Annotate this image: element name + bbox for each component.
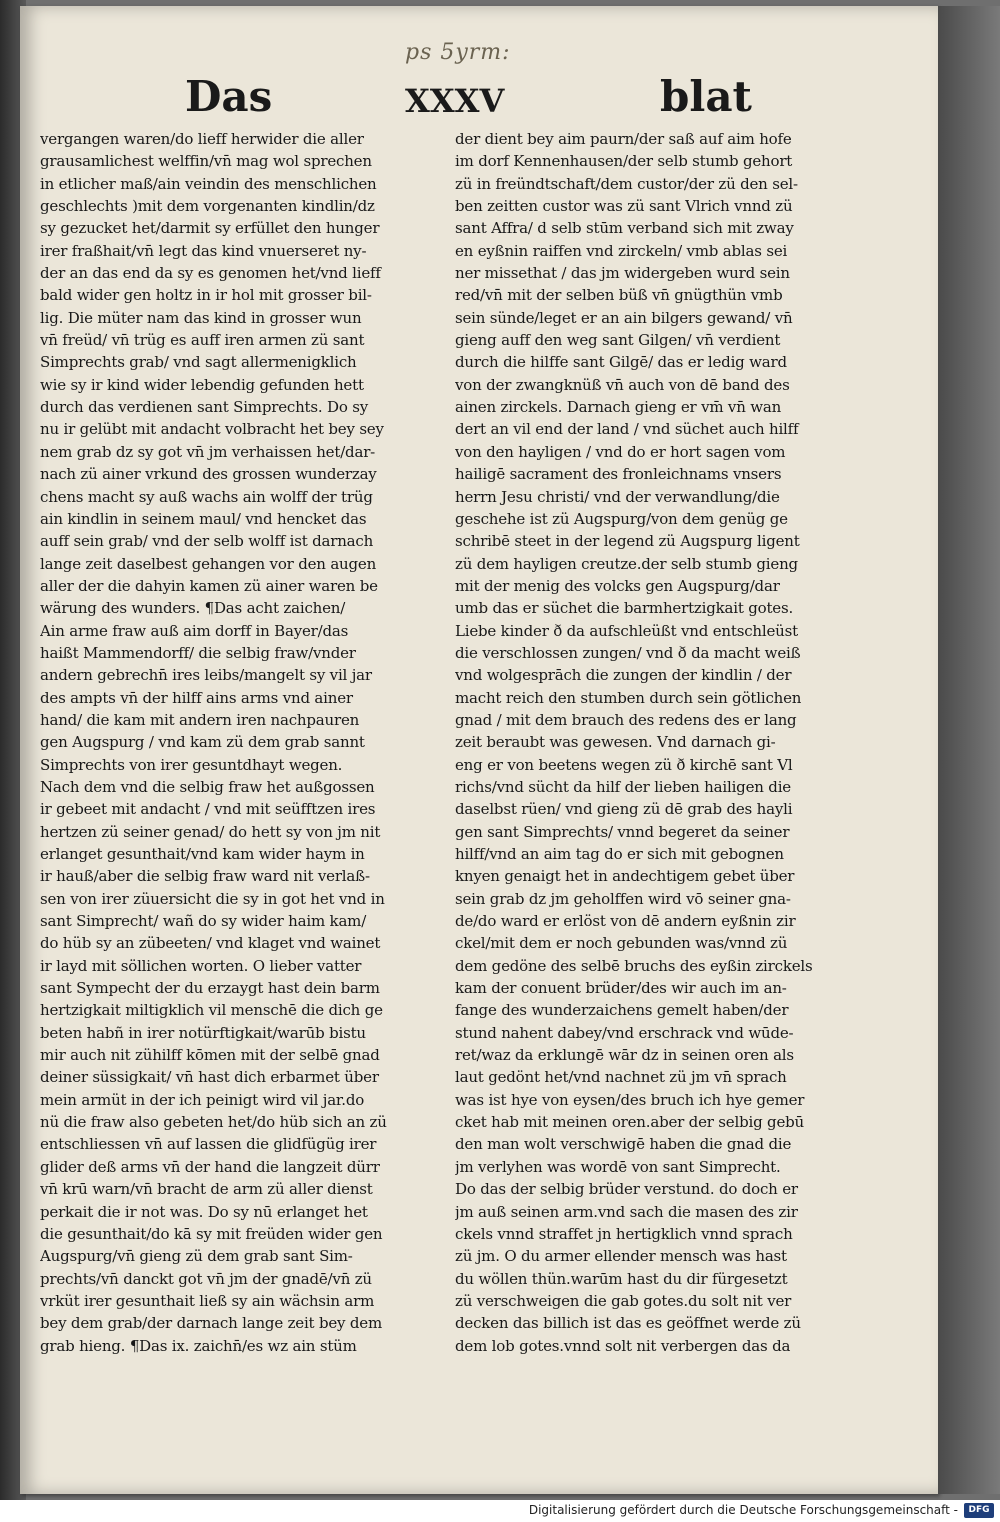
header-left: Das bbox=[185, 72, 273, 121]
text-line: Augspurg/vn̄ gieng zü dem grab sant Sim- bbox=[40, 1247, 353, 1266]
text-line: dem gedöne des selbē bruchs des eyßin zirckels bbox=[455, 956, 813, 975]
text-line: nü die fraw also gebeten het/do hüb sich an zü bbox=[40, 1113, 387, 1132]
text-line: perkait die ir not was. Do sy nū erlanget het bbox=[40, 1202, 368, 1221]
scan-right-edge bbox=[938, 6, 1000, 1494]
text-line: der dient bey aim paurn/der saß auf aim hofe bbox=[455, 130, 792, 148]
text-line: nu ir gelübt mit andacht volbracht het bey sey bbox=[40, 420, 384, 439]
text-line: jm auß seinen arm.vnd sach die masen des zir bbox=[455, 1202, 798, 1221]
text-line: macht reich den stumben durch sein götlichen bbox=[455, 688, 802, 707]
text-line: im dorf Kennenhausen/der selb stumb gehort bbox=[455, 152, 793, 171]
text-line: aller der die dahyin kamen zü ainer waren be bbox=[40, 576, 378, 595]
dfg-logo-icon: DFG bbox=[964, 1503, 994, 1518]
text-line: ckel/mit dem er noch gebunden was/vnnd zü bbox=[455, 934, 788, 953]
text-line: lange zeit daselbest gehangen vor den augen bbox=[40, 554, 377, 573]
text-line: Ain arme fraw auß aim dorff in Bayer/das bbox=[40, 621, 349, 640]
text-line: sein grab dz jm geholffen wird vō seiner gna- bbox=[455, 889, 791, 908]
text-line: stund nahent dabey/vnd erschrack vnd wūde- bbox=[455, 1023, 794, 1042]
text-line: gieng auff den weg sant Gilgen/ vn̄ verdient bbox=[455, 331, 781, 350]
text-line: jm verlyhen was wordē von sant Simprecht. bbox=[455, 1157, 781, 1176]
text-line: haißt Mammendorff/ die selbig fraw/vnder bbox=[40, 643, 356, 662]
text-line: von der zwangknüß vn̄ auch von dē band des bbox=[455, 375, 790, 394]
text-line: hertzigkait miltigklich vil menschē die dich ge bbox=[40, 1001, 383, 1020]
text-line: hertzen zü seiner genad/ do hett sy von jm nit bbox=[40, 822, 381, 841]
text-line: Do das der selbig brüder verstund. do doch er bbox=[455, 1180, 798, 1199]
text-line: durch die hilffe sant Gilgē/ das er ledig ward bbox=[455, 353, 787, 372]
text-line: zü jm. O du armer ellender mensch was hast bbox=[455, 1247, 787, 1266]
text-line: gnad / mit dem brauch des redens des er lang bbox=[455, 710, 797, 729]
text-line: hilff/vnd an aim tag do er sich mit gebognen bbox=[455, 845, 784, 863]
text-line: gen Augspurg / vnd kam zü dem grab sannt bbox=[40, 733, 365, 752]
text-line: ainen zirckels. Darnach gieng er vm̄ vn̄ wan bbox=[455, 398, 782, 417]
text-line: dert an vil end der land / vnd süchet auch hilff bbox=[455, 420, 799, 439]
text-line: ir layd mit söllichen worten. O lieber vatter bbox=[40, 956, 362, 975]
text-line: Nach dem vnd die selbig fraw het außgossen bbox=[40, 777, 375, 796]
text-line: ir gebeet mit andacht / vnd mit seüfftzen ires bbox=[40, 800, 376, 819]
text-line: was ist hye von eysen/des bruch ich hye gemer bbox=[455, 1090, 805, 1109]
text-line: sy gezucket het/darmit sy erfüllet den hunger bbox=[40, 219, 380, 238]
text-line: geschlechts )mit dem vorgenanten kindlin/dz bbox=[40, 197, 375, 216]
text-line: lig. Die müter nam das kind in grosser wun bbox=[40, 308, 362, 327]
text-line: irer fraßhait/vn̄ legt das kind vnuerseret ny- bbox=[40, 241, 367, 260]
text-column-left bbox=[40, 128, 445, 1357]
text-line: deiner süssigkait/ vn̄ hast dich erbarmet über bbox=[40, 1068, 379, 1087]
text-line: bey dem grab/der darnach lange zeit bey dem bbox=[40, 1314, 382, 1333]
text-line: grausamlichest welffin/vn̄ mag wol sprechen bbox=[40, 152, 372, 171]
text-line: zü dem hayligen creutze.der selb stumb gieng bbox=[455, 554, 798, 573]
text-line: durch das verdienen sant Simprechts. Do sy bbox=[40, 398, 369, 417]
text-line: sein sünde/leget er an ain bilgers gewand/ vn̄ bbox=[455, 308, 793, 327]
text-line: gen sant Simprechts/ vnnd begeret da seiner bbox=[455, 822, 790, 841]
text-line: en eyßnin raiffen vnd zirckeln/ vmb ablas sei bbox=[455, 241, 788, 260]
text-line: kam der conuent brüder/des wir auch im an- bbox=[455, 979, 787, 998]
text-line: vn̄ krū warn/vn̄ bracht de arm zü aller dienst bbox=[40, 1180, 373, 1199]
text-line: glider deß arms vn̄ der hand die langzeit dürr bbox=[40, 1157, 380, 1176]
text-line: vergangen waren/do lieff herwider die aller bbox=[40, 130, 364, 148]
handwritten-margin-note: ps 5yrm: bbox=[405, 40, 511, 65]
text-line: mit der menig des volcks gen Augspurg/dar bbox=[455, 576, 780, 595]
header-right: blat bbox=[660, 72, 752, 121]
text-line: wärung des wunders. ¶Das acht zaichen/ bbox=[40, 599, 346, 618]
text-line: Liebe kinder ð da aufschleüßt vnd entschleüst bbox=[455, 621, 798, 640]
text-line: grab hieng. ¶Das ix. zaichn̄/es wz ain stüm bbox=[40, 1336, 357, 1355]
text-line: daselbst rüen/ vnd gieng zü dē grab des hayli bbox=[455, 800, 793, 819]
text-line: zü verschweigen die gab gotes.du solt nit ver bbox=[455, 1291, 792, 1310]
text-line: vrküt irer gesunthait ließ sy ain wächsin arm bbox=[40, 1291, 375, 1310]
text-line: andern gebrechn̄ ires leibs/mangelt sy vil jar bbox=[40, 666, 372, 685]
text-line: ckels vnnd straffet jn hertigklich vnnd sprach bbox=[455, 1224, 793, 1243]
text-line: decken das billich ist das es geöffnet werde zü bbox=[455, 1314, 801, 1333]
text-line: umb das er süchet die barmhertzigkait gotes. bbox=[455, 599, 794, 618]
text-line: geschehe ist zü Augspurg/von dem genüg ge bbox=[455, 509, 788, 528]
text-column-right bbox=[455, 128, 855, 1357]
folio-number: XXXV bbox=[405, 82, 505, 120]
text-line: hailigē sacrament des fronleichnams vnsers bbox=[455, 465, 782, 484]
text-line: dem lob gotes.vnnd solt nit verbergen das da bbox=[455, 1336, 791, 1355]
text-line: mein armüt in der ich peinigt wird vil jar.do bbox=[40, 1090, 365, 1109]
text-line: schribē steet in der legend zü Augspurg ligent bbox=[455, 532, 800, 551]
text-line: red/vn̄ mit der selben büß vn̄ gnügthün vmb bbox=[455, 286, 783, 305]
text-line: in etlicher maß/ain veindin des menschlichen bbox=[40, 174, 377, 193]
text-line: de/do ward er erlöst von dē andern eyßnin zir bbox=[455, 912, 796, 931]
text-line: entschliessen vn̄ auf lassen die glidfügüg irer bbox=[40, 1135, 377, 1154]
text-line: du wöllen thün.warūm hast du dir fürgesetzt bbox=[455, 1269, 788, 1288]
text-line: des ampts vn̄ der hilff ains arms vnd ainer bbox=[40, 688, 353, 707]
text-line: cket hab mit meinen oren.aber der selbig gebū bbox=[455, 1113, 804, 1132]
text-line: ben zeitten custor was zü sant Vlrich vnnd zü bbox=[455, 197, 793, 216]
text-line: den man wolt verschwigē haben die gnad die bbox=[455, 1135, 792, 1154]
text-line: hand/ die kam mit andern iren nachpauren bbox=[40, 710, 360, 729]
text-line: beten habñ in irer notürftigkait/warūb bistu bbox=[40, 1023, 366, 1042]
text-line: eng er von beetens wegen zü ð kirchē sant Vl bbox=[455, 755, 793, 774]
text-line: zü in freündtschaft/dem custor/der zü den sel- bbox=[455, 174, 798, 193]
text-line: zeit beraubt was gewesen. Vnd darnach gi- bbox=[455, 733, 776, 752]
text-line: die verschlossen zungen/ vnd ð da macht weiß bbox=[455, 643, 801, 662]
text-line: sant Affra/ d selb stūm verband sich mit zway bbox=[455, 219, 794, 238]
funding-notice: Digitalisierung gefördert durch die Deutsche Forschungsgemeinschaft - bbox=[528, 1503, 958, 1517]
text-line: Simprechts von irer gesuntdhayt wegen. bbox=[40, 755, 343, 774]
text-line: chens macht sy auß wachs ain wolff der trüg bbox=[40, 487, 373, 506]
text-line: prechts/vn̄ danckt got vn̄ jm der gnadē/vn̄ zü bbox=[40, 1269, 372, 1288]
text-line: sant Sympecht der du erzaygt hast dein barm bbox=[40, 979, 380, 998]
text-line: ner missethat / das jm widergeben wurd sein bbox=[455, 264, 790, 283]
text-line: knyen genaigt het in andechtigem gebet über bbox=[455, 867, 795, 886]
text-line: nem grab dz sy got vn̄ jm verhaissen het/dar- bbox=[40, 442, 376, 461]
text-line: vn̄ freüd/ vn̄ trüg es auff iren armen zü sant bbox=[40, 331, 365, 350]
text-line: die gesunthait/do kā sy mit freüden wider gen bbox=[40, 1224, 383, 1243]
text-line: herrn Jesu christi/ vnd der verwandlung/die bbox=[455, 487, 780, 506]
text-line: laut gedönt het/vnd nachnet zü jm vn̄ sprach bbox=[455, 1068, 787, 1087]
text-line: ret/waz da erklungē wār dz in seinen oren als bbox=[455, 1046, 794, 1065]
text-line: der an das end da sy es genomen het/vnd lieff bbox=[40, 264, 381, 283]
text-line: bald wider gen holtz in ir hol mit grosser bil- bbox=[40, 286, 372, 305]
text-line: Simprechts grab/ vnd sagt allermenigklich bbox=[40, 353, 357, 372]
footer-bar bbox=[0, 1500, 1000, 1522]
text-line: ain kindlin in seinem maul/ vnd hencket das bbox=[40, 509, 367, 528]
text-line: erlanget gesunthait/vnd kam wider haym in bbox=[40, 845, 365, 863]
text-line: do hüb sy an zübeeten/ vnd klaget vnd wainet bbox=[40, 934, 381, 953]
text-line: sant Simprecht/ wañ do sy wider haim kam/ bbox=[40, 912, 367, 931]
text-line: ir hauß/aber die selbig fraw ward nit verlaß- bbox=[40, 867, 370, 886]
text-line: mir auch nit zühilff kōmen mit der selbē gnad bbox=[40, 1046, 380, 1065]
text-line: fange des wunderzaichens gemelt haben/der bbox=[455, 1001, 789, 1020]
text-line: richs/vnd sücht da hilf der lieben hailigen die bbox=[455, 777, 791, 796]
text-line: von den hayligen / vnd do er hort sagen vom bbox=[455, 442, 786, 461]
text-line: wie sy ir kind wider lebendig gefunden hett bbox=[40, 375, 364, 394]
text-line: auff sein grab/ vnd der selb wolff ist darnach bbox=[40, 532, 374, 551]
text-line: vnd wolgesprāch die zungen der kindlin / der bbox=[455, 666, 792, 685]
text-line: sen von irer züuersicht die sy in got het vnd in bbox=[40, 889, 385, 908]
text-line: nach zü ainer vrkund des grossen wunderzay bbox=[40, 465, 377, 484]
